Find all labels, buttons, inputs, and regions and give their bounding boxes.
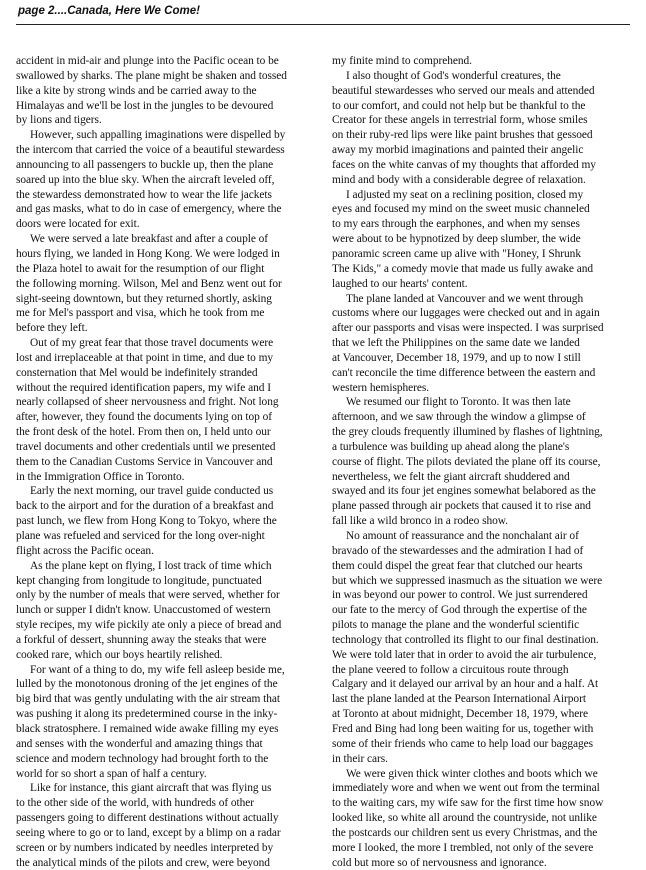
text-line: western hemispheres. [332,381,630,396]
text-line: customs where our luggages were checked out and in again [332,306,630,321]
text-line: cold but more so of nervousness and ignorance. [332,856,630,870]
text-line: the intercom that carried the voice of a beautiful stewardess [16,143,316,158]
text-line: kept changing from longitude to longitude, punctuated [16,574,316,589]
text-line: No amount of reassurance and the nonchalant air of [332,529,630,544]
text-line: the postcards our children sent us every Christmas, and the [332,826,630,841]
text-line: passengers going to different destinations without actually [16,811,316,826]
text-line: a turbulence was building up ahead along the plane's [332,440,630,455]
text-line: science and modern technology had brought forth to the [16,752,316,767]
paragraph [16,232,316,336]
text-line: soared up into the blue sky. When the aircraft leveled off, [16,173,316,188]
paragraph [332,188,630,292]
text-line: at Vancouver, December 18, 1979, and up to now I still [332,351,630,366]
text-line: eyes and focused my mind on the sweet music channeled [332,202,630,217]
text-line: that we left the Philippines on the same date we landed [332,336,630,351]
text-line: without the required identification papers, my wife and I [16,381,316,396]
paragraph [332,767,630,870]
text-line: Creator for these angels in terrestrial form, whose smiles [332,113,630,128]
text-line: plane passed through air pockets that caused it to rise and [332,499,630,514]
text-line: accident in mid-air and plunge into the Pacific ocean to be [16,54,316,69]
text-line: after our passports and visas were inspected. I was surprised [332,321,630,336]
paragraph [16,559,316,663]
text-line: our fate to the mercy of God through the expertise of the [332,603,630,618]
text-line: last the plane landed at the Pearson International Airport [332,692,630,707]
text-line: doors were located for exit. [16,217,316,232]
right-text-column [332,54,630,870]
text-line: only by the number of meals that were served, whether for [16,588,316,603]
text-line: before they left. [16,321,316,336]
text-line: to the other side of the world, with hundreds of other [16,796,316,811]
text-line: the following morning. Wilson, Mel and Benz went out for [16,277,316,292]
text-line: them could dispel the great fear that clutched our hearts [332,559,630,574]
text-line: after, however, they found the documents lying on top of [16,410,316,425]
text-line: flight across the Pacific ocean. [16,544,316,559]
text-line: mind and body with a considerable degree of relaxation. [332,173,630,188]
text-line: a forkful of dessert, shunning away the steaks that were [16,633,316,648]
text-line: and senses with the wonderful and amazing things that [16,737,316,752]
text-line: announcing to all passengers to buckle up, then the plane [16,158,316,173]
text-line: lost and irreplaceable at that point in time, and due to my [16,351,316,366]
paragraph [16,484,316,558]
text-line: As the plane kept on flying, I lost track of time which [16,559,316,574]
header-title: page 2....Canada, Here We Come! [18,5,200,17]
text-line: I also thought of God's wonderful creatures, the [332,69,630,84]
text-line: but which we suppressed inasmuch as the situation we were [332,574,630,589]
text-line: the analytical minds of the pilots and crew, were beyond [16,856,316,870]
text-line: the Plaza hotel to await for the resumption of our flight [16,262,316,277]
text-line: However, such appalling imaginations were dispelled by [16,128,316,143]
text-line: afternoon, and we saw through the window a glimpse of [332,410,630,425]
text-line: looked like, so white all around the countryside, not unlike [332,811,630,826]
paragraph [16,128,316,232]
text-line: The Kids," a comedy movie that made us fully awake and [332,262,630,277]
text-line: world for so short a span of half a century. [16,767,316,782]
text-line: in was beyond our power to control. We just surrendered [332,588,630,603]
text-line: in the Immigration Office in Toronto. [16,470,316,485]
text-line: cooked rare, which our boys heartily relished. [16,648,316,663]
text-line: We were served a late breakfast and after a couple of [16,232,316,247]
text-line: We were told later that in order to avoid the air turbulence, [332,648,630,663]
text-line: past lunch, we flew from Hong Kong to Tokyo, where the [16,514,316,529]
text-line: on their ruby-red lips were like paint brushes that gessoed [332,128,630,143]
text-line: laughed to our hearts' content. [332,277,630,292]
paragraph [332,69,630,188]
text-line: For want of a thing to do, my wife fell asleep beside me, [16,663,316,678]
text-line: Himalayas and we'll be lost in the jungles to be devoured [16,99,316,114]
text-line: the grey clouds frequently illumined by flashes of lightning, [332,425,630,440]
text-line: away my morbid imaginations and painted their angelic [332,143,630,158]
paragraph [16,781,316,870]
text-line: and gas masks, what to do in case of emergency, where the [16,202,316,217]
text-line: Like for instance, this giant aircraft that was flying us [16,781,316,796]
paragraph [16,54,316,128]
paragraph [16,336,316,484]
text-line: the plane veered to follow a circuitous route through [332,663,630,678]
text-line: to the waiting cars, my wife saw for the first time how snow [332,796,630,811]
text-line: back to the airport and for the duration of a breakfast and [16,499,316,514]
text-line: panoramic screen came up alive with "Honey, I Shrunk [332,247,630,262]
text-line: big bird that was gently undulating with the air stream that [16,692,316,707]
text-line: We were given thick winter clothes and boots which we [332,767,630,782]
text-line: hours flying, we landed in Hong Kong. We were lodged in [16,247,316,262]
text-line: swallowed by sharks. The plane might be shaken and tossed [16,69,316,84]
text-line: Out of my great fear that those travel documents were [16,336,316,351]
paragraph [332,54,630,69]
text-line: screen or by numbers indicated by needles interpreted by [16,841,316,856]
paragraph [332,292,630,396]
text-line: The plane landed at Vancouver and we went through [332,292,630,307]
text-line: travel documents and other credentials until we presented [16,440,316,455]
text-line: seeing where to go or to land, except by a blimp on a radar [16,826,316,841]
text-line: black stratosphere. I remained wide awake filling my eyes [16,722,316,737]
text-line: sight-seeing downtown, but they returned shortly, asking [16,292,316,307]
text-line: nevertheless, we felt the giant aircraft shuddered and [332,470,630,485]
text-line: beautiful stewardesses who served our meals and attended [332,84,630,99]
text-line: immediately wore and when we went out from the terminal [332,781,630,796]
text-line: at Toronto at about midnight, December 18, 1979, where [332,707,630,722]
text-line: consternation that Mel would be indefinitely stranded [16,366,316,381]
text-line: course of flight. The pilots deviated the plane off its course, [332,455,630,470]
text-line: to our comfort, and could not help but be thankful to the [332,99,630,114]
text-line: by lions and tigers. [16,113,316,128]
text-line: style recipes, my wife pickily ate only a piece of bread and [16,618,316,633]
text-line: fall like a wild bronco in a rodeo show. [332,514,630,529]
text-line: my finite mind to comprehend. [332,54,630,69]
text-line: lulled by the monotonous droning of the jet engines of the [16,677,316,692]
text-line: can't reconcile the time difference between the eastern and [332,366,630,381]
text-line: plane was refueled and serviced for the long over-night [16,529,316,544]
text-line: the front desk of the hotel. From then on, I held unto our [16,425,316,440]
paragraph [16,663,316,782]
text-line: swayed and its four jet engines somewhat belabored as the [332,484,630,499]
text-line: lunch or supper I didn't know. Unaccustomed of western [16,603,316,618]
text-line: Early the next morning, our travel guide conducted us [16,484,316,499]
paragraph [332,395,630,529]
text-line: them to the Canadian Customs Service in Vancouver and [16,455,316,470]
text-line: me for Mel's passport and visa, which he took from me [16,306,316,321]
text-line: in their cars. [332,752,630,767]
text-line: was pushing it along its predetermined course in the inky- [16,707,316,722]
text-line: nearly collapsed of sheer nervousness and fright. Not long [16,395,316,410]
paragraph [332,529,630,767]
text-line: technology that controlled its flight to our final destination. [332,633,630,648]
text-line: pilots to manage the plane and the wonderful scientific [332,618,630,633]
text-line: bravado of the stewardesses and the admiration I had of [332,544,630,559]
text-line: I adjusted my seat on a reclining position, closed my [332,188,630,203]
text-line: to my ears through the earphones, and when my senses [332,217,630,232]
text-line: more I looked, the more I trembled, not only of the severe [332,841,630,856]
text-line: faces on the white canvas of my thoughts that afforded my [332,158,630,173]
text-line: some of their friends who came to help load our baggages [332,737,630,752]
text-line: like a kite by strong winds and be carried away to the [16,84,316,99]
text-line: Fred and Bing had long been waiting for us, together with [332,722,630,737]
text-line: the stewardess demonstrated how to wear the life jackets [16,188,316,203]
text-line: were about to be hypnotized by deep slumber, the wide [332,232,630,247]
page-header [16,4,630,25]
text-line: Calgary and it delayed our arrival by an hour and a half. At [332,677,630,692]
left-text-column [16,54,316,870]
text-line: We resumed our flight to Toronto. It was then late [332,395,630,410]
